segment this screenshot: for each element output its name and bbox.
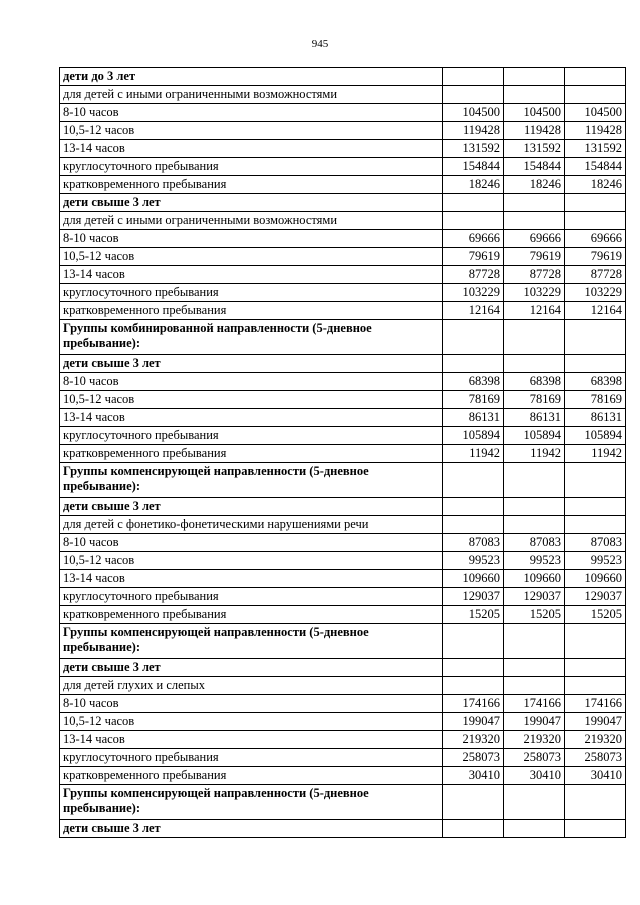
value-cell-2 (504, 785, 565, 820)
value-cell-2 (504, 516, 565, 534)
row-label: 13-14 часов (60, 731, 443, 749)
value-cell-1: 105894 (443, 427, 504, 445)
value-cell-2: 131592 (504, 140, 565, 158)
table-row (60, 230, 626, 248)
table-row (60, 104, 626, 122)
value-cell-2: 109660 (504, 570, 565, 588)
value-cell-2: 219320 (504, 731, 565, 749)
row-label: Группы комбинированной направленности (5-дневное пребывание): (60, 320, 443, 355)
value-cell-1 (443, 212, 504, 230)
value-cell-3: 86131 (565, 409, 626, 427)
value-cell-2: 199047 (504, 713, 565, 731)
value-cell-3 (565, 498, 626, 516)
value-cell-1 (443, 68, 504, 86)
value-cell-1: 219320 (443, 731, 504, 749)
value-cell-1 (443, 659, 504, 677)
value-cell-3: 219320 (565, 731, 626, 749)
row-label: дети свыше 3 лет (60, 820, 443, 838)
value-cell-2 (504, 659, 565, 677)
value-cell-3: 119428 (565, 122, 626, 140)
row-label: дети свыше 3 лет (60, 659, 443, 677)
table-row (60, 624, 626, 659)
value-cell-2: 69666 (504, 230, 565, 248)
row-label: для детей глухих и слепых (60, 677, 443, 695)
table-row (60, 677, 626, 695)
value-cell-3 (565, 86, 626, 104)
value-cell-1: 154844 (443, 158, 504, 176)
table-row (60, 391, 626, 409)
table-row (60, 445, 626, 463)
value-cell-1: 199047 (443, 713, 504, 731)
row-label: круглосуточного пребывания (60, 749, 443, 767)
value-cell-3 (565, 820, 626, 838)
value-cell-3: 18246 (565, 176, 626, 194)
value-cell-3: 199047 (565, 713, 626, 731)
value-cell-2 (504, 68, 565, 86)
value-cell-1: 99523 (443, 552, 504, 570)
table-row (60, 373, 626, 391)
value-cell-2: 11942 (504, 445, 565, 463)
table-row (60, 767, 626, 785)
value-cell-3: 12164 (565, 302, 626, 320)
row-label: кратковременного пребывания (60, 606, 443, 624)
row-label: 8-10 часов (60, 534, 443, 552)
value-cell-3: 30410 (565, 767, 626, 785)
tariff-table (59, 67, 626, 838)
table-row (60, 463, 626, 498)
row-label: дети до 3 лет (60, 68, 443, 86)
value-cell-3 (565, 194, 626, 212)
value-cell-2 (504, 320, 565, 355)
row-label: кратковременного пребывания (60, 176, 443, 194)
table-row (60, 659, 626, 677)
table-row (60, 68, 626, 86)
value-cell-3 (565, 355, 626, 373)
value-cell-1: 87083 (443, 534, 504, 552)
row-label: для детей с иными ограниченными возможностями (60, 212, 443, 230)
value-cell-2 (504, 677, 565, 695)
table-row (60, 731, 626, 749)
row-label: 13-14 часов (60, 570, 443, 588)
row-label: 13-14 часов (60, 409, 443, 427)
value-cell-1: 68398 (443, 373, 504, 391)
table-row (60, 284, 626, 302)
value-cell-1: 109660 (443, 570, 504, 588)
table-row (60, 158, 626, 176)
row-label: 10,5-12 часов (60, 552, 443, 570)
value-cell-1 (443, 677, 504, 695)
value-cell-3: 15205 (565, 606, 626, 624)
value-cell-3: 105894 (565, 427, 626, 445)
value-cell-2 (504, 194, 565, 212)
table-row (60, 140, 626, 158)
row-label: круглосуточного пребывания (60, 284, 443, 302)
table-row (60, 570, 626, 588)
value-cell-3 (565, 624, 626, 659)
row-label: 13-14 часов (60, 140, 443, 158)
value-cell-1: 129037 (443, 588, 504, 606)
value-cell-1: 15205 (443, 606, 504, 624)
value-cell-3: 131592 (565, 140, 626, 158)
value-cell-2: 68398 (504, 373, 565, 391)
value-cell-3 (565, 68, 626, 86)
value-cell-2: 258073 (504, 749, 565, 767)
value-cell-1 (443, 86, 504, 104)
table-row (60, 176, 626, 194)
value-cell-2 (504, 86, 565, 104)
value-cell-2 (504, 355, 565, 373)
value-cell-2 (504, 463, 565, 498)
value-cell-1 (443, 194, 504, 212)
value-cell-2 (504, 212, 565, 230)
row-label: кратковременного пребывания (60, 445, 443, 463)
value-cell-1: 174166 (443, 695, 504, 713)
value-cell-1 (443, 498, 504, 516)
table-row (60, 785, 626, 820)
value-cell-1: 104500 (443, 104, 504, 122)
value-cell-2: 99523 (504, 552, 565, 570)
table-row (60, 122, 626, 140)
value-cell-1: 119428 (443, 122, 504, 140)
value-cell-2: 154844 (504, 158, 565, 176)
value-cell-3: 104500 (565, 104, 626, 122)
table-row (60, 409, 626, 427)
table-row (60, 320, 626, 355)
row-label: 8-10 часов (60, 104, 443, 122)
value-cell-3: 69666 (565, 230, 626, 248)
value-cell-3 (565, 463, 626, 498)
value-cell-3 (565, 785, 626, 820)
tariff-table-body (60, 68, 626, 838)
table-row (60, 749, 626, 767)
value-cell-1: 78169 (443, 391, 504, 409)
value-cell-1: 131592 (443, 140, 504, 158)
table-row (60, 248, 626, 266)
value-cell-3: 87728 (565, 266, 626, 284)
value-cell-3: 174166 (565, 695, 626, 713)
value-cell-1 (443, 320, 504, 355)
value-cell-3: 129037 (565, 588, 626, 606)
value-cell-2: 30410 (504, 767, 565, 785)
row-label: 13-14 часов (60, 266, 443, 284)
value-cell-2: 86131 (504, 409, 565, 427)
value-cell-3: 99523 (565, 552, 626, 570)
value-cell-1 (443, 516, 504, 534)
row-label: 8-10 часов (60, 230, 443, 248)
value-cell-3: 109660 (565, 570, 626, 588)
value-cell-2: 79619 (504, 248, 565, 266)
table-row (60, 820, 626, 838)
value-cell-1: 258073 (443, 749, 504, 767)
value-cell-3 (565, 677, 626, 695)
row-label: дети свыше 3 лет (60, 498, 443, 516)
value-cell-3: 103229 (565, 284, 626, 302)
value-cell-3 (565, 320, 626, 355)
table-row (60, 427, 626, 445)
value-cell-2: 174166 (504, 695, 565, 713)
value-cell-1: 86131 (443, 409, 504, 427)
row-label: 10,5-12 часов (60, 713, 443, 731)
table-row (60, 266, 626, 284)
value-cell-2: 15205 (504, 606, 565, 624)
page-number: 945 (311, 38, 329, 50)
value-cell-2: 119428 (504, 122, 565, 140)
table-row (60, 86, 626, 104)
row-label: 10,5-12 часов (60, 248, 443, 266)
row-label: кратковременного пребывания (60, 767, 443, 785)
value-cell-2: 105894 (504, 427, 565, 445)
value-cell-1 (443, 820, 504, 838)
value-cell-1 (443, 785, 504, 820)
value-cell-2 (504, 624, 565, 659)
value-cell-1 (443, 355, 504, 373)
row-label: круглосуточного пребывания (60, 588, 443, 606)
value-cell-1 (443, 463, 504, 498)
value-cell-2: 87728 (504, 266, 565, 284)
value-cell-1 (443, 624, 504, 659)
value-cell-1: 30410 (443, 767, 504, 785)
table-row (60, 534, 626, 552)
value-cell-1: 69666 (443, 230, 504, 248)
value-cell-2: 18246 (504, 176, 565, 194)
value-cell-3: 68398 (565, 373, 626, 391)
table-row (60, 606, 626, 624)
value-cell-3: 79619 (565, 248, 626, 266)
row-label: 8-10 часов (60, 695, 443, 713)
row-label: для детей с фонетико-фонетическими нарушениями речи (60, 516, 443, 534)
table-row (60, 695, 626, 713)
value-cell-3: 154844 (565, 158, 626, 176)
table-row (60, 498, 626, 516)
row-label: Группы компенсирующей направленности (5-дневное пребывание): (60, 624, 443, 659)
value-cell-1: 12164 (443, 302, 504, 320)
row-label: Группы компенсирующей направленности (5-дневное пребывание): (60, 463, 443, 498)
table-row (60, 516, 626, 534)
row-label: для детей с иными ограниченными возможностями (60, 86, 443, 104)
row-label: круглосуточного пребывания (60, 158, 443, 176)
value-cell-3: 258073 (565, 749, 626, 767)
value-cell-2: 129037 (504, 588, 565, 606)
value-cell-2: 103229 (504, 284, 565, 302)
value-cell-3 (565, 516, 626, 534)
value-cell-3: 87083 (565, 534, 626, 552)
table-row (60, 194, 626, 212)
value-cell-1: 11942 (443, 445, 504, 463)
value-cell-2: 87083 (504, 534, 565, 552)
value-cell-3 (565, 212, 626, 230)
value-cell-2: 78169 (504, 391, 565, 409)
table-row (60, 552, 626, 570)
value-cell-3: 78169 (565, 391, 626, 409)
table-row (60, 713, 626, 731)
row-label: 8-10 часов (60, 373, 443, 391)
value-cell-2: 104500 (504, 104, 565, 122)
table-row (60, 355, 626, 373)
row-label: Группы компенсирующей направленности (5-дневное пребывание): (60, 785, 443, 820)
table-row (60, 302, 626, 320)
table-row (60, 212, 626, 230)
value-cell-2 (504, 498, 565, 516)
value-cell-1: 103229 (443, 284, 504, 302)
row-label: дети свыше 3 лет (60, 355, 443, 373)
row-label: круглосуточного пребывания (60, 427, 443, 445)
value-cell-2: 12164 (504, 302, 565, 320)
value-cell-1: 18246 (443, 176, 504, 194)
table-row (60, 588, 626, 606)
value-cell-3: 11942 (565, 445, 626, 463)
row-label: кратковременного пребывания (60, 302, 443, 320)
row-label: 10,5-12 часов (60, 122, 443, 140)
value-cell-3 (565, 659, 626, 677)
value-cell-1: 87728 (443, 266, 504, 284)
value-cell-1: 79619 (443, 248, 504, 266)
row-label: дети свыше 3 лет (60, 194, 443, 212)
value-cell-2 (504, 820, 565, 838)
row-label: 10,5-12 часов (60, 391, 443, 409)
